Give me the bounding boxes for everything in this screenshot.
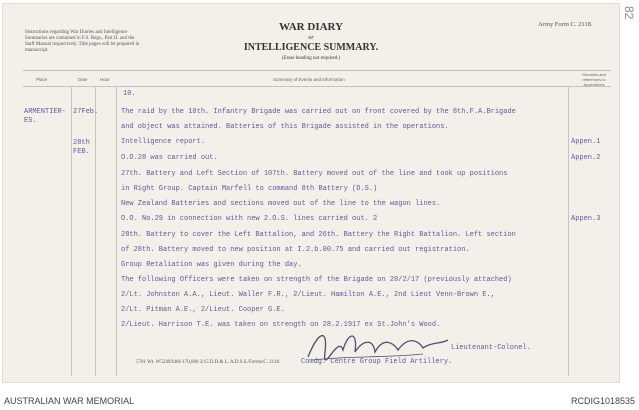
appendix-ref: Appen.1 (571, 138, 601, 146)
entry-line: New Zealand Batteries and sections moved out of the line to the wagon lines. (121, 200, 441, 208)
appendix-ref: Appen.2 (571, 154, 601, 162)
entry-line: O.O. No.29 in connection with new 2.O.S. lines carried out. 2 (121, 215, 378, 223)
entry-date-2: 28th FEB. (73, 139, 90, 156)
form-number: Army Form C. 2118. (538, 21, 593, 28)
instructions-text: Instructions regarding War Diaries and Intelligence Summaries are contained in F.S. Regs., Part II. and the Staff Manual respectively. Title pages will be prepared in manuscript. (25, 30, 140, 53)
header-remarks: Remarks and references to Appendices (582, 72, 606, 87)
entry-line: of 28th. Battery moved to new position at I.2.b.00.75 and carried out registration. (121, 246, 470, 254)
entry-line: 28th. Battery to cover the Left Battalion, and 26th. Battery the Right Battalion. Left section (121, 231, 516, 239)
entry-line: The following Officers were taken on strength of the Brigade on 28/2/17 (previously attached) (121, 276, 512, 284)
entry-line: 27th. Battery and Left Section of 107th. Battery moved out of the line and took up positions (121, 170, 508, 178)
entry-line: in Right Group. Captain Marfell to command 8th Battery (D.S.) (121, 185, 378, 193)
title-war-diary: WAR DIARY (278, 21, 344, 33)
signature-unit: Comdg. Centre Group Field Artillery. (301, 358, 453, 366)
footer-left: AUSTRALIAN WAR MEMORIAL (4, 396, 135, 406)
entry-line: 2/Lt. Johnston A.A., Lieut. Waller F.R., 2/Lieut. Hamilton A.E., 2nd Lieut Venn-Brown E., (121, 291, 495, 299)
header-place: Place (36, 77, 48, 82)
entry-line: O.O.28 was carried out. (121, 154, 218, 162)
title-or: or (308, 35, 314, 41)
title-intelligence-summary: INTELLIGENCE SUMMARY. (243, 42, 379, 53)
appendix-ref: Appen.3 (571, 215, 601, 223)
entry-line: and object was attained. Batteries of this Brigade assisted in the operations. (121, 123, 449, 131)
entry-line: 2/Lt. Pitman A.E., 2/Lieut. Cooper G.E. (121, 306, 285, 314)
header-bottom-rule (23, 86, 611, 87)
header-hour: Hour (100, 77, 110, 82)
col-rule-place (71, 86, 72, 376)
signature-rank: Lieutenant-Colonel. (451, 344, 531, 352)
page-number: 82 (622, 6, 636, 20)
header-summary: Summary of Events and Information (273, 77, 345, 82)
page-ref: 10. (123, 90, 136, 98)
col-rule-hour (116, 86, 117, 376)
header-date: Date (78, 77, 88, 82)
col-rule-remarks (568, 86, 569, 376)
title-subtext: (Erase heading not required.) (281, 56, 341, 61)
footer-right: RCDIG1018535 (570, 396, 635, 406)
printer-line: 5701 Wt. W5249/I466 170,000 3/15 D.D.& L. A.D.S.S./Forms/C. 2118. (136, 360, 281, 365)
entry-line: Group Retaliation was given during the day. (121, 261, 302, 269)
entry-line: 2/Lieut. Harrison T.E. was taken on strength on 28.2.1917 ex St.John's Wood. (121, 321, 441, 329)
entry-line: Intelligence report. (121, 138, 206, 146)
entry-line: The raid by the 10th. Infantry Brigade was carried out on front covered by the 8th.F.A.Brigade (121, 108, 516, 116)
entry-place: ARMENTIER- ES. (24, 108, 67, 125)
entry-date-1: 27Feb. (73, 108, 99, 116)
col-rule-date (95, 86, 96, 376)
header-top-rule (23, 70, 611, 71)
diary-sheet (2, 3, 620, 383)
